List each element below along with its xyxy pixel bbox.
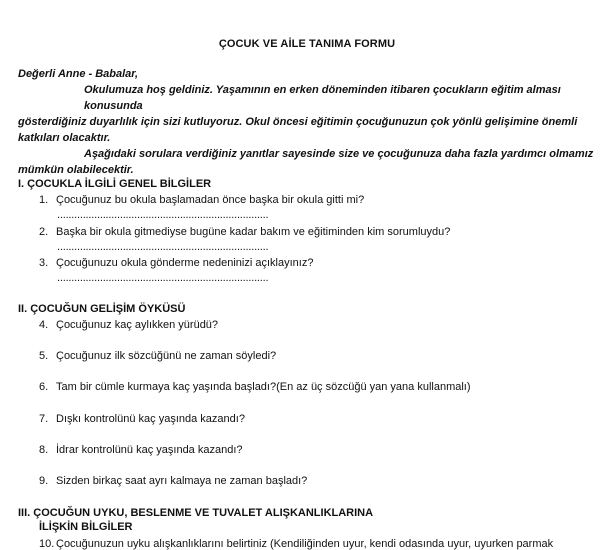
section-1-title: I. ÇOCUKLA İLGİLİ GENEL BİLGİLER xyxy=(18,178,212,190)
intro-p1-line2: gösterdiğiniz duyarlılık için sizi kutluyoruz. Okul öncesi eğitimin çocuğunuzun çok yönlü gelişimine önemli xyxy=(18,116,578,128)
question-5 xyxy=(39,350,276,362)
question-number: 4. xyxy=(39,319,49,331)
question-text: Çocuğunuzu okula gönderme nedeninizi açıklayınız? xyxy=(56,257,314,269)
question-number: 5. xyxy=(39,350,49,362)
question-number: 9. xyxy=(39,475,49,487)
question-number: 7. xyxy=(39,413,49,425)
question-7 xyxy=(39,413,245,425)
question-8 xyxy=(39,444,243,456)
question-text: Dışkı kontrolünü kaç yaşında kazandı? xyxy=(56,413,245,425)
answer-line-2[interactable]: .......................................................................... xyxy=(57,241,269,253)
intro-p2-line1: Aşağıdaki sorulara verdiğiniz yanıtlar sayesinde size ve çocuğunuza daha fazla yardımcı olmamız xyxy=(84,148,594,160)
question-number: 2. xyxy=(39,226,49,238)
question-number: 10. xyxy=(39,538,55,550)
intro-p2-line2: mümkün olabilecektir. xyxy=(18,164,134,176)
answer-line-1[interactable]: .......................................................................... xyxy=(57,209,269,221)
section-3-title-line2: İLİŞKİN BİLGİLER xyxy=(39,521,133,533)
question-number: 6. xyxy=(39,381,49,393)
question-2 xyxy=(39,226,450,238)
intro-text xyxy=(18,66,608,178)
question-10 xyxy=(39,538,614,550)
question-1 xyxy=(39,194,364,206)
question-text: Tam bir cümle kurmaya kaç yaşında başladı?(En az üç sözcüğü yan yana kullanmalı) xyxy=(56,381,471,393)
question-text: Sizden birkaç saat ayrı kalmaya ne zaman başladı? xyxy=(56,475,308,487)
page-title: ÇOCUK VE AİLE TANIMA FORMU xyxy=(218,38,396,50)
question-9 xyxy=(39,475,307,487)
question-text: Çocuğunuz kaç aylıkken yürüdü? xyxy=(56,319,219,331)
question-number: 1. xyxy=(39,194,49,206)
question-text: Çocuğunuz ilk sözcüğünü ne zaman söyledi? xyxy=(56,350,277,362)
question-number: 3. xyxy=(39,257,49,269)
question-4 xyxy=(39,319,218,331)
intro-p1-line1: Okulumuza hoş geldiniz. Yaşamının en erken döneminden itibaren çocukların eğitim alması konusunda xyxy=(84,84,561,112)
question-text: İdrar kontrolünü kaç yaşında kazandı? xyxy=(56,444,243,456)
question-number: 8. xyxy=(39,444,49,456)
greeting: Değerli Anne - Babalar, xyxy=(18,68,139,80)
question-text: Başka bir okula gitmediyse bugüne kadar bakım ve eğitiminden kim sorumluydu? xyxy=(56,226,451,238)
question-3 xyxy=(39,257,313,269)
question-text: Çocuğunuzun uyku alışkanlıklarını belirtiniz (Kendiliğinden uyur, kendi odasında uyur, uyurken parmak xyxy=(56,538,554,550)
question-text: Çocuğunuz bu okula başlamadan önce başka bir okula gitti mi? xyxy=(56,194,365,206)
section-3-title-line1: III. ÇOCUĞUN UYKU, BESLENME VE TUVALET ALIŞKANLIKLARINA xyxy=(18,507,374,519)
section-2-title: II. ÇOCUĞUN GELİŞİM ÖYKÜSÜ xyxy=(18,303,186,315)
answer-line-3[interactable]: .......................................................................... xyxy=(57,272,269,284)
question-6 xyxy=(39,381,471,393)
intro-p1-line3: katkıları olacaktır. xyxy=(18,132,111,144)
